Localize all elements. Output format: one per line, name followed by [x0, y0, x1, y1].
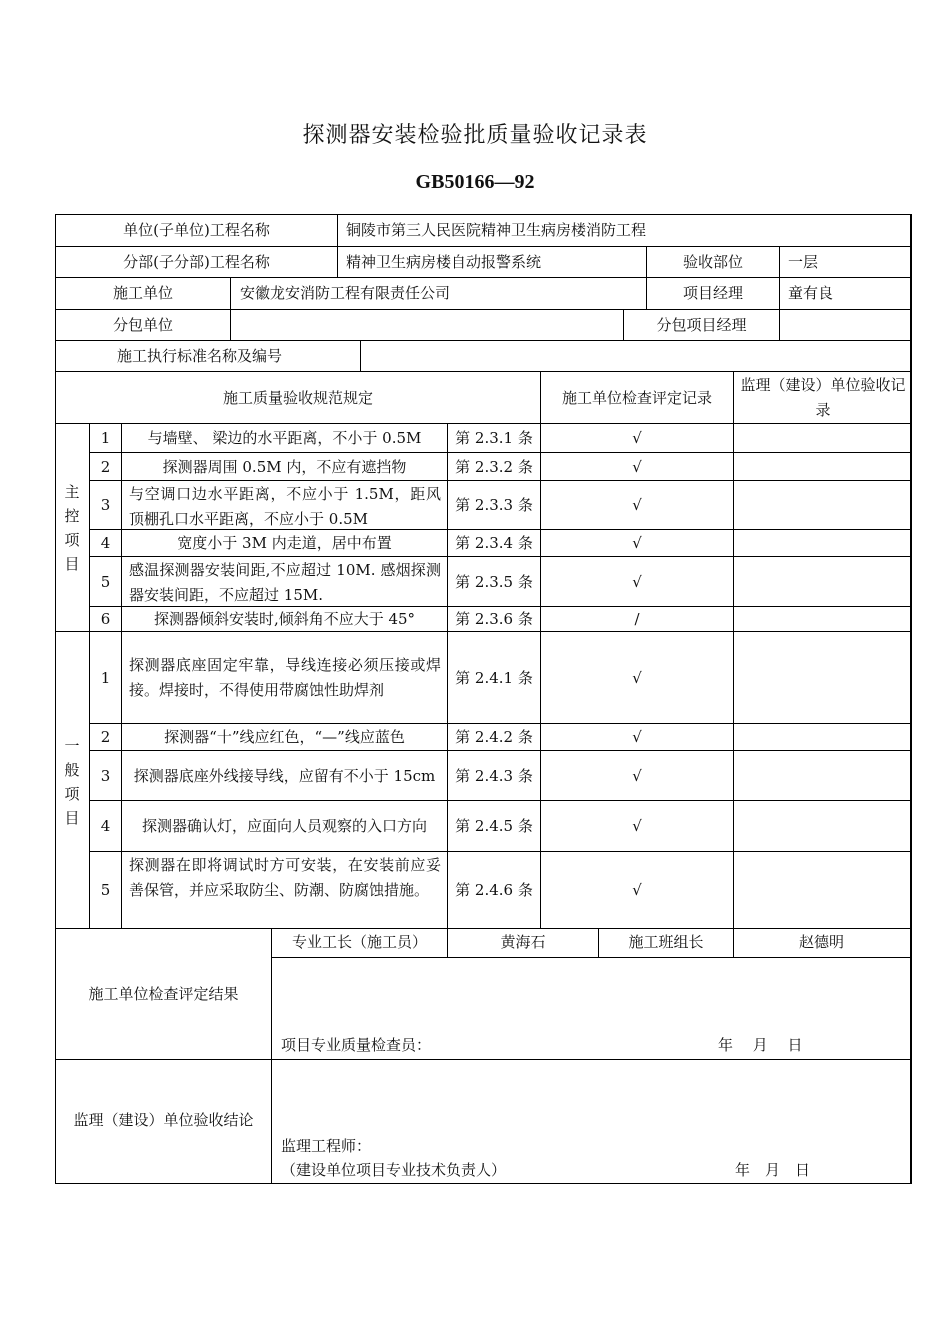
item-check: / — [634, 610, 640, 628]
item-clause: 第 2.3.6 条 — [455, 610, 533, 628]
engineer-label: 监理工程师： — [281, 1137, 372, 1155]
acceptance-part-value: 一层 — [788, 253, 819, 271]
table-cell — [733, 480, 912, 530]
item-check: √ — [632, 429, 642, 447]
contractor-label: 施工单位 — [112, 284, 173, 302]
item-number: 2 — [100, 728, 111, 746]
general-items-label: 一般项目 — [64, 737, 80, 827]
item-check: √ — [632, 728, 642, 746]
subcontractor-label: 分包单位 — [112, 316, 173, 334]
item-text: 探测器底座外线接导线，应留有不小于 15cm — [133, 766, 436, 785]
item-number: 3 — [100, 766, 111, 785]
item-clause: 第 2.3.1 条 — [455, 429, 533, 447]
item-clause: 第 2.4.6 条 — [455, 881, 533, 899]
unit-project-value: 铜陵市第三人民医院精神卫生病房楼消防工程 — [346, 221, 647, 239]
item-number: 1 — [100, 668, 111, 687]
item-text: 感温探测器安装间距,不应超过 10M. 感烟探测器安装间距，不应超过 15M. — [129, 561, 441, 604]
table-cell — [733, 556, 912, 607]
item-check: √ — [632, 766, 642, 785]
owner-rep-label: （建设单位项目专业技术负责人） — [281, 1161, 507, 1179]
sub-project-label: 分部(子分部)工程名称 — [123, 253, 270, 271]
spec-header: 施工质量验收规范规定 — [222, 389, 373, 407]
table-cell — [733, 606, 912, 632]
item-text: 探测器底座固定牢靠，导线连接必须压接或焊接。焊接时，不得使用带腐蚀性助焊剂 — [129, 655, 441, 699]
item-check: √ — [632, 496, 642, 514]
sub-pm-label: 分包项目经理 — [656, 316, 747, 334]
table-cell — [733, 452, 912, 481]
date-2: 年 月 日 — [735, 1161, 811, 1179]
item-number: 5 — [100, 881, 111, 899]
table-cell — [733, 800, 912, 852]
item-text: 探测器倾斜安装时,倾斜角不应大于 45° — [153, 610, 416, 628]
inspector-label: 项目专业质量检查员： — [281, 1036, 432, 1054]
item-number: 3 — [100, 496, 111, 514]
item-number: 4 — [100, 817, 111, 835]
item-clause: 第 2.3.3 条 — [455, 496, 533, 514]
item-check: √ — [632, 881, 642, 899]
standard-code: GB50166—92 — [415, 171, 535, 193]
item-check: √ — [632, 572, 642, 591]
item-number: 6 — [100, 610, 111, 628]
item-text: 与空调口边水平距离，不应小于 1.5M，距风顶棚孔口水平距离，不应小于 0.5M — [129, 485, 441, 528]
foreman-label: 专业工长（施工员） — [291, 933, 427, 951]
item-clause: 第 2.4.3 条 — [455, 766, 533, 785]
contractor-record-header: 施工单位检查评定记录 — [561, 389, 712, 407]
item-number: 2 — [100, 457, 111, 476]
item-text: 与墙壁、 梁边的水平距离，不小于 0.5M — [147, 429, 422, 447]
table-cell — [733, 529, 912, 557]
item-check: √ — [632, 534, 642, 552]
item-check: √ — [632, 668, 642, 687]
item-clause: 第 2.4.2 条 — [455, 728, 533, 746]
page-title: 探测器安装检验批质量验收记录表 — [302, 123, 648, 148]
standard-label: 施工执行标准名称及编号 — [117, 347, 283, 365]
item-text: 探测器周围 0.5M 内，不应有遮挡物 — [162, 457, 407, 476]
supervision-record-header: 监理（建设）单位验收记录 — [740, 376, 906, 419]
pm-label: 项目经理 — [682, 284, 743, 302]
item-clause: 第 2.3.5 条 — [455, 572, 533, 591]
contractor-value: 安徽龙安消防工程有限责任公司 — [240, 284, 451, 302]
item-number: 4 — [100, 534, 111, 552]
pm-value: 童有良 — [788, 284, 834, 302]
acceptance-part-label: 验收部位 — [682, 253, 743, 271]
item-clause: 第 2.3.4 条 — [455, 534, 533, 552]
unit-project-label: 单位(子单位)工程名称 — [123, 221, 270, 239]
item-clause: 第 2.4.1 条 — [455, 668, 533, 687]
table-cell — [733, 631, 912, 724]
date-1: 年 月 日 — [718, 1036, 803, 1054]
foreman-value: 黄海石 — [500, 933, 546, 951]
item-text: 探测器在即将调试时方可安装，在安装前应妥善保管，并应采取防尘、防潮、防腐蚀措施。 — [129, 856, 441, 899]
table-cell — [733, 723, 912, 751]
item-check: √ — [632, 457, 642, 476]
sub-project-value: 精神卫生病房楼自动报警系统 — [346, 253, 542, 271]
item-text: 宽度小于 3M 内走道，居中布置 — [177, 534, 392, 552]
team-leader-label: 施工班组长 — [628, 933, 704, 951]
item-number: 1 — [100, 429, 111, 447]
item-text: 探测器确认灯，应面向人员观察的入口方向 — [141, 817, 427, 835]
table-cell — [733, 851, 912, 929]
item-text: 探测器“十”线应红色，“—”线应蓝色 — [164, 728, 405, 746]
item-clause: 第 2.3.2 条 — [455, 457, 533, 476]
team-leader-value: 赵德明 — [798, 933, 844, 951]
contractor-result-label: 施工单位检查评定结果 — [88, 985, 239, 1003]
table-cell — [733, 750, 912, 801]
main-items-label: 主控项目 — [64, 483, 80, 573]
supervision-result-label: 监理（建设）单位验收结论 — [73, 1111, 254, 1129]
item-check: √ — [632, 817, 642, 835]
item-number: 5 — [100, 572, 111, 591]
table-cell — [733, 423, 912, 453]
item-clause: 第 2.4.5 条 — [455, 817, 533, 835]
